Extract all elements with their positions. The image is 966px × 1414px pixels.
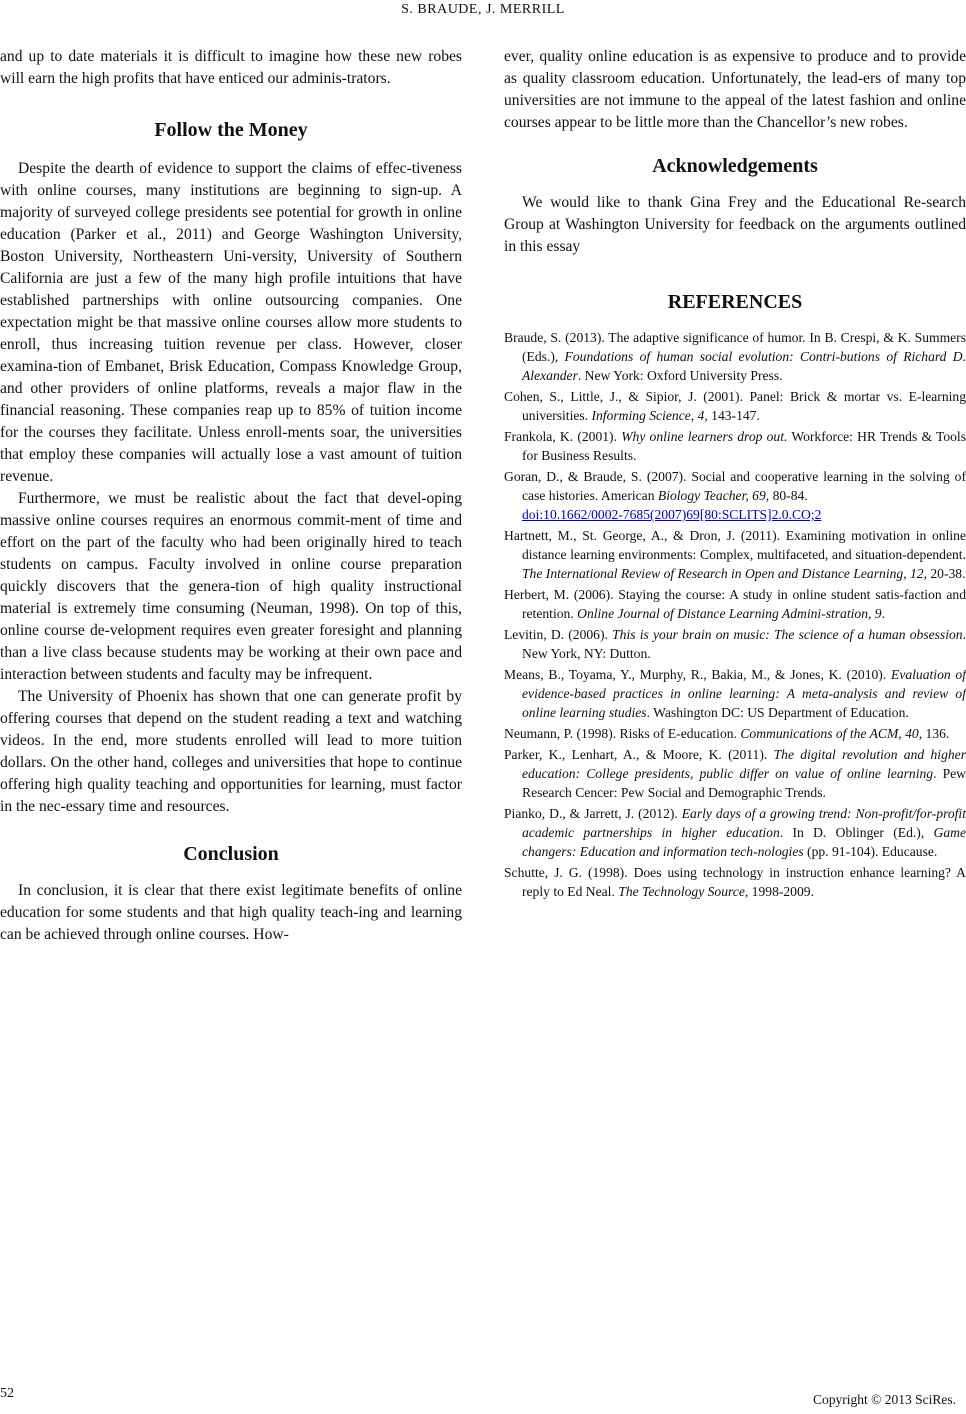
reference-item xyxy=(504,467,966,524)
reference-text: Cohen, S., Little, J., & Sipior, J. (2001). Panel: Brick & mortar vs. E-learning universities. xyxy=(504,389,966,423)
reference-title: Early days of a growing trend: Non-profit/for-profit academic partnerships in higher education xyxy=(522,806,966,840)
reference-text: , 1998-2009. xyxy=(744,884,814,899)
reference-title: Communications of the ACM, 40, xyxy=(740,726,923,741)
reference-title: The Technology Source xyxy=(618,884,745,899)
running-head: S. BRAUDE, J. MERRILL xyxy=(401,2,565,17)
reference-text: Neumann, P. (1998). Risks of E-education. xyxy=(504,726,741,741)
section-heading-conclusion: Conclusion xyxy=(183,843,279,865)
section-heading-references: REFERENCES xyxy=(667,291,803,313)
reference-title: Game changers: Education and information tech-nologies xyxy=(522,825,966,859)
reference-title: Online Journal of Distance Learning Admini-stration, 9 xyxy=(577,606,882,621)
page-number: 52 xyxy=(0,1386,14,1401)
reference-text: 80-84. xyxy=(769,488,808,503)
reference-text: Pianko, D., & Jarrett, J. (2012). xyxy=(504,806,682,821)
reference-text: 136. xyxy=(922,726,950,741)
reference-text: . New York, NY: Dutton. xyxy=(522,627,966,661)
reference-text: Schutte, J. G. (1998). Does using technology in instruction enhance learning? A reply to Ed Neal. xyxy=(504,865,966,899)
body-paragraph: Furthermore, we must be realistic about the fact that devel-oping massive online courses requires an enormous commit-ment of time and effort on the part of the faculty who had been originally hired to teach students on campus. Faculty involved in online course preparation quickly discovers that the genera-tion of high quality instructional material is extremely time consuming (Neuman, 1998). On top of this, online course de-velopment requires even greater foresight and planning than a live class because students may be working at their own pace and interaction between students and faculty may be infrequent. xyxy=(0,490,462,683)
reference-title: Evaluation of evidence-based practices in online learning: A meta-analysis and review of online learning studies xyxy=(522,667,966,720)
left-column xyxy=(0,46,462,946)
reference-text: Frankola, K. (2001). xyxy=(504,429,622,444)
reference-item xyxy=(504,328,966,385)
reference-item xyxy=(504,387,966,425)
reference-text: Parker, K., Lenhart, A., & Moore, K. (2011). xyxy=(504,747,774,762)
reference-item xyxy=(504,724,966,743)
continuation-paragraph: ever, quality online education is as expensive to produce and to provide as quality classroom education. Unfortunately, the lead-ers of many top universities are not immune to the appeal of the latest fashion and online courses appear to be little more than the Chancellor’s new robes. xyxy=(504,48,966,131)
reference-title: Informing Science, 4, xyxy=(591,408,708,423)
body-paragraph: The University of Phoenix has shown that one can generate profit by offering courses that depend on the student reading a text and watching videos. In the end, more students enrolled will lead to more tuition dollars. On the other hand, colleges and universities that hope to continue offering high quality teaching and opportunities for learning, must factor in the nec-essary time and resources. xyxy=(0,688,462,815)
reference-text: Means, B., Toyama, Y., Murphy, R., Bakia, M., & Jones, K. (2010). xyxy=(504,667,892,682)
reference-text: Levitin, D. (2006). xyxy=(504,627,613,642)
reference-text: Herbert, M. (2006). Staying the course: A study in online student satis-faction and retention. xyxy=(504,587,966,621)
reference-item xyxy=(504,863,966,901)
reference-item xyxy=(504,427,966,465)
reference-text: Braude, S. (2013). The adaptive significance of humor. In B. Crespi, & K. Summers (Eds.), xyxy=(504,330,966,364)
conclusion-paragraph: In conclusion, it is clear that there exist legitimate benefits of online education for some students and that high quality teach-ing and learning can be achieved through online courses. How- xyxy=(0,882,462,943)
reference-text: . Pew Research Cencer: Pew Social and Demographic Trends. xyxy=(522,766,966,800)
reference-text: . In D. Oblinger (Ed.), xyxy=(779,825,934,840)
reference-item xyxy=(504,625,966,663)
reference-item xyxy=(504,665,966,722)
reference-text: 143-147. xyxy=(707,408,760,423)
reference-list xyxy=(504,328,966,901)
reference-title: The digital revolution and higher education: College presidents, public differ on value of online learning xyxy=(522,747,966,781)
acknowledgements-paragraph: We would like to thank Gina Frey and the Educational Re-search Group at Washington University for feedback on the arguments outlined in this essay xyxy=(504,194,966,255)
reference-text: . New York: Oxford University Press. xyxy=(577,368,783,383)
reference-item xyxy=(504,745,966,802)
right-column xyxy=(504,46,966,903)
reference-text: . xyxy=(881,606,885,621)
reference-text: (pp. 91-104). Educause. xyxy=(803,844,938,859)
reference-text: Workforce: HR Trends & Tools for Business Results. xyxy=(522,429,966,463)
reference-title: Biology Teacher, 69, xyxy=(657,488,770,503)
section-heading-acknowledgements: Acknowledgements xyxy=(652,155,818,177)
reference-text: Hartnett, M., St. George, A., & Dron, J. (2011). Examining motivation in online distance learning environments: Complex, multifaceted, and situation-dependent. xyxy=(504,528,966,562)
reference-text: . Washington DC: US Department of Education. xyxy=(646,705,909,720)
reference-item xyxy=(504,526,966,583)
section-heading-follow-the-money: Follow the Money xyxy=(154,119,308,141)
reference-item xyxy=(504,585,966,623)
doi-link[interactable]: doi:10.1662/0002-7685(2007)69[80:SCLITS]2.0.CO;2 xyxy=(522,507,822,522)
reference-title: The International Review of Research in Open and Distance Learning, 12, xyxy=(522,566,927,581)
reference-item xyxy=(504,804,966,861)
reference-text: Goran, D., & Braude, S. (2007). Social and cooperative learning in the solving of case histories. American xyxy=(504,469,966,503)
reference-text: 20-38. xyxy=(926,566,966,581)
reference-title: Why online learners drop out. xyxy=(621,429,788,444)
body-paragraph: Despite the dearth of evidence to support the claims of effec-tiveness with online courses, many institutions are beginning to sign-up. A majority of surveyed college presidents see potential for growth in online education (Parker et al., 2011) and George Washington University, Boston University, Northeastern Uni-versity, University of Southern California are just a few of the many high profile intuitions that have established partnerships with online outsourcing companies. One expectation might be that massive online courses allow more students to enroll, thus increasing tuition revenue per class. However, closer examina-tion of Embanet, Brisk Education, Compass Knowledge Group, and other providers of online platforms, reveals a major flaw in the financial reasoning. These companies reap up to 85% of tuition income for the courses they facilitate. Unless enroll-ments soar, the universities that employ these companies will actually lose a vast amount of tuition revenue. xyxy=(0,160,462,485)
copyright-notice: Copyright © 2013 SciRes. xyxy=(812,1392,956,1407)
reference-title: This is your brain on music: The science of a human obsession xyxy=(612,627,963,642)
intro-paragraph: and up to date materials it is difficult to imagine how these new robes will earn the high profits that have enticed our adminis-trators. xyxy=(0,48,462,87)
reference-title: Foundations of human social evolution: Contri-butions of Richard D. Alexander xyxy=(522,349,966,383)
